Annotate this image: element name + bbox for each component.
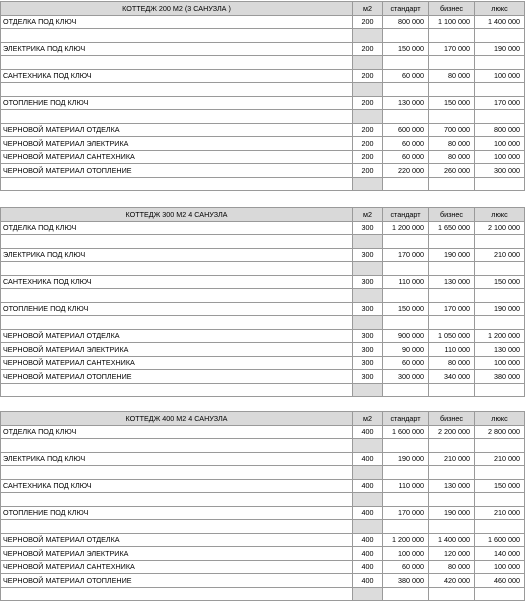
value-cell-business[interactable]: 120 000 [429,547,475,561]
value-cell-business[interactable]: 1 050 000 [429,329,475,343]
value-cell-business[interactable]: 1 100 000 [429,15,475,29]
column-header-m2[interactable]: м2 [353,412,383,426]
table-row [1,425,525,439]
table-row [1,452,525,466]
row-label-cell[interactable]: ОТДЕЛКА ПОД КЛЮЧ [1,221,353,235]
empty-cell[interactable] [429,56,475,70]
value-cell-standard[interactable]: 60 000 [383,560,429,574]
table-row [1,547,525,561]
empty-cell[interactable] [383,439,429,453]
value-cell-lux[interactable]: 190 000 [475,42,525,56]
table-row [1,560,525,574]
row-label-cell[interactable]: САНТЕХНИКА ПОД КЛЮЧ [1,275,353,289]
value-cell-lux[interactable]: 100 000 [475,560,525,574]
spacer-row [1,235,525,249]
row-label-cell[interactable]: ЧЕРНОВОЙ МАТЕРИАЛ ЭЛЕКТРИКА [1,137,353,151]
empty-cell[interactable] [1,520,353,534]
value-cell-lux[interactable]: 100 000 [475,137,525,151]
row-label-cell[interactable]: ЭЛЕКТРИКА ПОД КЛЮЧ [1,42,353,56]
value-cell-m2[interactable]: 300 [353,343,383,357]
table-row [1,574,525,588]
empty-cell[interactable] [353,289,383,303]
value-cell-lux[interactable]: 1 200 000 [475,329,525,343]
value-cell-m2[interactable]: 400 [353,547,383,561]
empty-cell[interactable] [475,289,525,303]
spacer-row [1,439,525,453]
empty-cell[interactable] [475,262,525,276]
value-cell-standard[interactable]: 170 000 [383,248,429,262]
section-title[interactable]: КОТТЕДЖ 300 М2 4 САНУЗЛА [1,208,353,222]
empty-cell[interactable] [1,587,353,601]
value-cell-standard[interactable]: 110 000 [383,275,429,289]
empty-cell[interactable] [1,262,353,276]
spacer-row [1,520,525,534]
value-cell-lux[interactable]: 1 600 000 [475,533,525,547]
section-header-row [1,208,525,222]
column-header-standard[interactable]: стандарт [383,2,429,16]
value-cell-m2[interactable]: 200 [353,150,383,164]
table-row [1,302,525,316]
empty-cell[interactable] [1,235,353,249]
empty-cell[interactable] [383,235,429,249]
empty-cell[interactable] [475,235,525,249]
empty-cell[interactable] [1,83,353,97]
row-label-cell[interactable]: ЧЕРНОВОЙ МАТЕРИАЛ САНТЕХНИКА [1,356,353,370]
empty-cell[interactable] [383,29,429,43]
value-cell-business[interactable]: 210 000 [429,452,475,466]
spacer-row [1,493,525,507]
empty-cell[interactable] [1,177,353,191]
empty-cell[interactable] [475,316,525,330]
table-row [1,164,525,178]
value-cell-business[interactable]: 260 000 [429,164,475,178]
value-cell-business[interactable]: 700 000 [429,123,475,137]
value-cell-lux[interactable]: 100 000 [475,356,525,370]
empty-cell[interactable] [383,587,429,601]
value-cell-standard[interactable]: 60 000 [383,150,429,164]
cottage-price-table [0,207,525,397]
value-cell-m2[interactable]: 200 [353,96,383,110]
empty-cell[interactable] [1,493,353,507]
empty-cell[interactable] [475,56,525,70]
section-title[interactable]: КОТТЕДЖ 400 М2 4 САНУЗЛА [1,412,353,426]
empty-cell[interactable] [383,316,429,330]
value-cell-lux[interactable]: 150 000 [475,479,525,493]
value-cell-lux[interactable]: 170 000 [475,96,525,110]
value-cell-business[interactable]: 130 000 [429,479,475,493]
column-header-business[interactable]: бизнес [429,412,475,426]
spacer-row [1,289,525,303]
value-cell-standard[interactable]: 190 000 [383,452,429,466]
cottage-price-table [0,1,525,191]
value-cell-lux[interactable]: 1 400 000 [475,15,525,29]
value-cell-m2[interactable]: 200 [353,15,383,29]
empty-cell[interactable] [429,110,475,124]
value-cell-lux[interactable]: 300 000 [475,164,525,178]
empty-cell[interactable] [353,235,383,249]
empty-cell[interactable] [475,83,525,97]
value-cell-m2[interactable]: 200 [353,42,383,56]
empty-cell[interactable] [429,316,475,330]
table-row [1,356,525,370]
empty-cell[interactable] [353,383,383,397]
empty-cell[interactable] [429,235,475,249]
value-cell-business[interactable]: 80 000 [429,150,475,164]
value-cell-standard[interactable]: 150 000 [383,42,429,56]
column-header-lux[interactable]: люкс [475,412,525,426]
empty-cell[interactable] [1,316,353,330]
empty-cell[interactable] [353,493,383,507]
value-cell-business[interactable]: 110 000 [429,343,475,357]
table-row [1,137,525,151]
table-row [1,506,525,520]
empty-cell[interactable] [383,520,429,534]
value-cell-lux[interactable]: 2 100 000 [475,221,525,235]
empty-cell[interactable] [475,29,525,43]
row-label-cell[interactable]: ЧЕРНОВОЙ МАТЕРИАЛ ОТДЕЛКА [1,123,353,137]
value-cell-m2[interactable]: 400 [353,574,383,588]
value-cell-lux[interactable]: 100 000 [475,69,525,83]
empty-cell[interactable] [383,110,429,124]
value-cell-lux[interactable]: 130 000 [475,343,525,357]
spacer-row [1,83,525,97]
empty-cell[interactable] [475,493,525,507]
value-cell-lux[interactable]: 190 000 [475,302,525,316]
value-cell-m2[interactable]: 200 [353,69,383,83]
section-title[interactable]: КОТТЕДЖ 200 М2 (3 САНУЗЛА ) [1,2,353,16]
value-cell-standard[interactable]: 110 000 [383,479,429,493]
empty-cell[interactable] [383,262,429,276]
empty-cell[interactable] [353,29,383,43]
table-row [1,370,525,384]
empty-cell[interactable] [429,29,475,43]
table-row [1,479,525,493]
empty-cell[interactable] [1,56,353,70]
value-cell-business[interactable]: 1 400 000 [429,533,475,547]
spacer-row [1,29,525,43]
value-cell-m2[interactable]: 400 [353,425,383,439]
empty-cell[interactable] [353,316,383,330]
empty-cell[interactable] [383,383,429,397]
value-cell-business[interactable]: 190 000 [429,506,475,520]
cottage-price-table [0,411,525,601]
empty-cell[interactable] [383,56,429,70]
value-cell-standard[interactable]: 300 000 [383,370,429,384]
value-cell-standard[interactable]: 1 600 000 [383,425,429,439]
empty-cell[interactable] [353,110,383,124]
empty-cell[interactable] [1,466,353,480]
empty-cell[interactable] [475,439,525,453]
row-label-cell[interactable]: ОТДЕЛКА ПОД КЛЮЧ [1,15,353,29]
value-cell-m2[interactable]: 200 [353,123,383,137]
row-label-cell[interactable]: ОТОПЛЕНИЕ ПОД КЛЮЧ [1,96,353,110]
empty-cell[interactable] [429,587,475,601]
value-cell-standard[interactable]: 900 000 [383,329,429,343]
spacer-row [1,262,525,276]
value-cell-standard[interactable]: 170 000 [383,506,429,520]
spacer-row [1,110,525,124]
empty-cell[interactable] [475,110,525,124]
table-row [1,221,525,235]
value-cell-standard[interactable]: 220 000 [383,164,429,178]
value-cell-m2[interactable]: 400 [353,506,383,520]
empty-cell[interactable] [353,177,383,191]
column-header-standard[interactable]: стандарт [383,208,429,222]
empty-cell[interactable] [429,466,475,480]
row-label-cell[interactable]: ЧЕРНОВОЙ МАТЕРИАЛ ОТОПЛЕНИЕ [1,370,353,384]
value-cell-business[interactable]: 1 650 000 [429,221,475,235]
value-cell-standard[interactable]: 150 000 [383,302,429,316]
value-cell-m2[interactable]: 300 [353,370,383,384]
row-label-cell[interactable]: ЧЕРНОВОЙ МАТЕРИАЛ ОТОПЛЕНИЕ [1,164,353,178]
spacer-row [1,177,525,191]
value-cell-business[interactable]: 80 000 [429,137,475,151]
value-cell-business[interactable]: 420 000 [429,574,475,588]
empty-cell[interactable] [429,83,475,97]
value-cell-business[interactable]: 80 000 [429,69,475,83]
value-cell-standard[interactable]: 90 000 [383,343,429,357]
empty-cell[interactable] [475,177,525,191]
empty-cell[interactable] [1,110,353,124]
value-cell-lux[interactable]: 140 000 [475,547,525,561]
empty-cell[interactable] [383,466,429,480]
value-cell-business[interactable]: 2 200 000 [429,425,475,439]
table-row [1,42,525,56]
empty-cell[interactable] [429,520,475,534]
empty-cell[interactable] [429,262,475,276]
empty-cell[interactable] [1,383,353,397]
empty-cell[interactable] [353,262,383,276]
empty-cell[interactable] [353,587,383,601]
table-row [1,15,525,29]
row-label-cell[interactable]: ОТДЕЛКА ПОД КЛЮЧ [1,425,353,439]
value-cell-m2[interactable]: 300 [353,356,383,370]
spacer-row [1,56,525,70]
value-cell-m2[interactable]: 300 [353,275,383,289]
value-cell-business[interactable]: 170 000 [429,302,475,316]
value-cell-standard[interactable]: 380 000 [383,574,429,588]
value-cell-lux[interactable]: 150 000 [475,275,525,289]
value-cell-m2[interactable]: 300 [353,221,383,235]
column-header-standard[interactable]: стандарт [383,412,429,426]
section-header-row [1,2,525,16]
empty-cell[interactable] [475,587,525,601]
value-cell-standard[interactable]: 100 000 [383,547,429,561]
value-cell-m2[interactable]: 200 [353,164,383,178]
value-cell-lux[interactable]: 460 000 [475,574,525,588]
value-cell-business[interactable]: 190 000 [429,248,475,262]
table-row [1,275,525,289]
table-row [1,96,525,110]
value-cell-standard[interactable]: 1 200 000 [383,221,429,235]
value-cell-m2[interactable]: 400 [353,560,383,574]
empty-cell[interactable] [353,466,383,480]
row-label-cell[interactable]: ЭЛЕКТРИКА ПОД КЛЮЧ [1,248,353,262]
row-label-cell[interactable]: ЧЕРНОВОЙ МАТЕРИАЛ ОТДЕЛКА [1,329,353,343]
value-cell-lux[interactable]: 210 000 [475,506,525,520]
row-label-cell[interactable]: ОТОПЛЕНИЕ ПОД КЛЮЧ [1,302,353,316]
value-cell-lux[interactable]: 210 000 [475,452,525,466]
value-cell-lux[interactable]: 100 000 [475,150,525,164]
table-row [1,329,525,343]
value-cell-standard[interactable]: 60 000 [383,69,429,83]
table-row [1,343,525,357]
empty-cell[interactable] [475,466,525,480]
empty-cell[interactable] [383,289,429,303]
row-label-cell[interactable]: ЧЕРНОВОЙ МАТЕРИАЛ ОТОПЛЕНИЕ [1,574,353,588]
row-label-cell[interactable]: ЧЕРНОВОЙ МАТЕРИАЛ САНТЕХНИКА [1,560,353,574]
value-cell-m2[interactable]: 300 [353,248,383,262]
value-cell-lux[interactable]: 210 000 [475,248,525,262]
value-cell-business[interactable]: 130 000 [429,275,475,289]
value-cell-m2[interactable]: 400 [353,479,383,493]
value-cell-m2[interactable]: 200 [353,137,383,151]
empty-cell[interactable] [475,520,525,534]
column-header-m2[interactable]: м2 [353,208,383,222]
spacer-row [1,383,525,397]
spacer-row [1,466,525,480]
value-cell-business[interactable]: 80 000 [429,560,475,574]
table-row [1,123,525,137]
row-label-cell[interactable]: ЧЕРНОВОЙ МАТЕРИАЛ ОТДЕЛКА [1,533,353,547]
column-header-m2[interactable]: м2 [353,2,383,16]
row-label-cell[interactable]: ЭЛЕКТРИКА ПОД КЛЮЧ [1,452,353,466]
table-row [1,533,525,547]
value-cell-standard[interactable]: 130 000 [383,96,429,110]
value-cell-m2[interactable]: 300 [353,329,383,343]
empty-cell[interactable] [429,289,475,303]
empty-cell[interactable] [383,83,429,97]
table-row [1,150,525,164]
empty-cell[interactable] [1,439,353,453]
table-row [1,248,525,262]
value-cell-m2[interactable]: 400 [353,533,383,547]
column-header-business[interactable]: бизнес [429,208,475,222]
column-header-business[interactable]: бизнес [429,2,475,16]
empty-cell[interactable] [383,493,429,507]
value-cell-lux[interactable]: 380 000 [475,370,525,384]
value-cell-standard[interactable]: 600 000 [383,123,429,137]
spacer-row [1,587,525,601]
empty-cell[interactable] [429,383,475,397]
empty-cell[interactable] [353,56,383,70]
value-cell-business[interactable]: 170 000 [429,42,475,56]
empty-cell[interactable] [1,29,353,43]
empty-cell[interactable] [475,383,525,397]
column-header-lux[interactable]: люкс [475,208,525,222]
row-label-cell[interactable]: ОТОПЛЕНИЕ ПОД КЛЮЧ [1,506,353,520]
section-header-row [1,412,525,426]
value-cell-standard[interactable]: 60 000 [383,356,429,370]
row-label-cell[interactable]: ЧЕРНОВОЙ МАТЕРИАЛ ЭЛЕКТРИКА [1,547,353,561]
value-cell-business[interactable]: 80 000 [429,356,475,370]
value-cell-lux[interactable]: 800 000 [475,123,525,137]
empty-cell[interactable] [1,289,353,303]
value-cell-m2[interactable]: 300 [353,302,383,316]
spacer-row [1,316,525,330]
value-cell-m2[interactable]: 400 [353,452,383,466]
row-label-cell[interactable]: ЧЕРНОВОЙ МАТЕРИАЛ САНТЕХНИКА [1,150,353,164]
value-cell-business[interactable]: 340 000 [429,370,475,384]
empty-cell[interactable] [353,439,383,453]
row-label-cell[interactable]: ЧЕРНОВОЙ МАТЕРИАЛ ЭЛЕКТРИКА [1,343,353,357]
empty-cell[interactable] [383,177,429,191]
value-cell-business[interactable]: 150 000 [429,96,475,110]
value-cell-standard[interactable]: 800 000 [383,15,429,29]
empty-cell[interactable] [353,83,383,97]
value-cell-standard[interactable]: 1 200 000 [383,533,429,547]
value-cell-lux[interactable]: 2 800 000 [475,425,525,439]
value-cell-standard[interactable]: 60 000 [383,137,429,151]
empty-cell[interactable] [429,493,475,507]
row-label-cell[interactable]: САНТЕХНИКА ПОД КЛЮЧ [1,479,353,493]
table-row [1,69,525,83]
empty-cell[interactable] [429,177,475,191]
empty-cell[interactable] [353,520,383,534]
column-header-lux[interactable]: люкс [475,2,525,16]
empty-cell[interactable] [429,439,475,453]
row-label-cell[interactable]: САНТЕХНИКА ПОД КЛЮЧ [1,69,353,83]
